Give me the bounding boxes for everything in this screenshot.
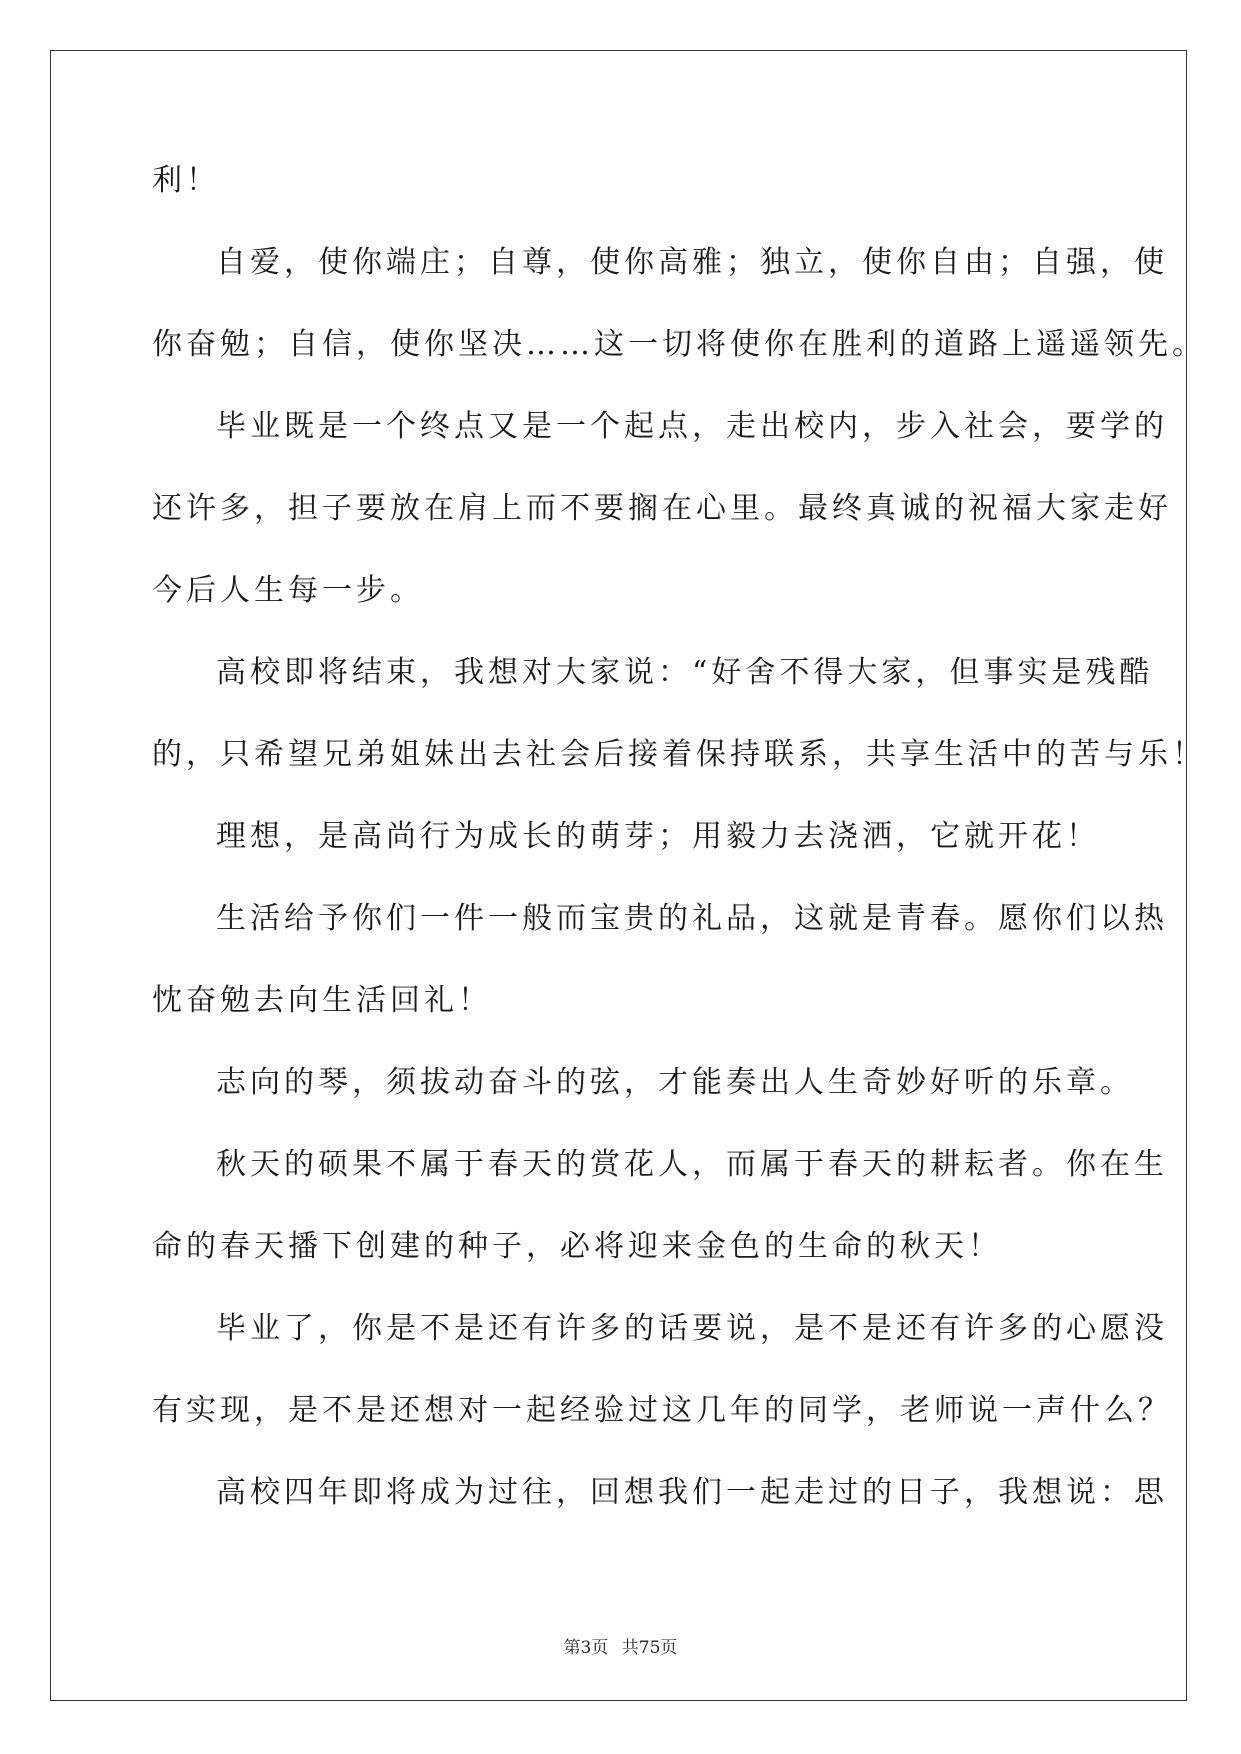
paragraph-line: 毕业了，你是不是还有许多的话要说，是不是还有许多的心愿没 [216,1311,1168,1346]
document-body [152,140,1206,1534]
paragraph-line: 秋天的硕果不属于春天的赏花人，而属于春天的耕耘者。你在生 [216,1147,1168,1182]
paragraph-line: 志向的琴，须拔动奋斗的弦，才能奏出人生奇妙好听的乐章。 [216,1065,1134,1100]
text-line: 的，只希望兄弟姐妹出去社会后接着保持联系，共享生活中的苦与乐！ [152,737,1206,772]
text-line: 利！ [152,163,220,198]
paragraph-line: 高校即将结束，我想对大家说：“好舍不得大家，但事实是残酷 [216,655,1154,690]
text-line: 还许多，担子要放在肩上而不要搁在心里。最终真诚的祝福大家走好 [152,491,1172,526]
page-footer [0,1633,1241,1658]
paragraph-line: 生活给予你们一件一般而宝贵的礼品，这就是青春。愿你们以热 [216,901,1168,936]
paragraph-line: 毕业既是一个终点又是一个起点，走出校内，步入社会，要学的 [216,409,1168,444]
text-line: 今后人生每一步。 [152,573,424,608]
text-line: 你奋勉；自信，使你坚决……这一切将使你在胜利的道路上遥遥领先。 [152,327,1206,362]
page-total: 共75页 [621,1638,678,1658]
paragraph-line: 高校四年即将成为过往，回想我们一起走过的日子，我想说：思 [216,1475,1168,1510]
text-line: 忱奋勉去向生活回礼！ [152,983,492,1018]
paragraph-line: 理想，是高尚行为成长的萌芽；用毅力去浇洒，它就开花！ [216,819,1100,854]
text-line: 有实现，是不是还想对一起经验过这几年的同学，老师说一声什么？ [152,1393,1172,1428]
paragraph-line: 自爱，使你端庄；自尊，使你高雅；独立，使你自由；自强，使 [216,245,1168,280]
page-number: 第3页 [563,1638,609,1658]
text-line: 命的春天播下创建的种子，必将迎来金色的生命的秋天！ [152,1229,1002,1264]
